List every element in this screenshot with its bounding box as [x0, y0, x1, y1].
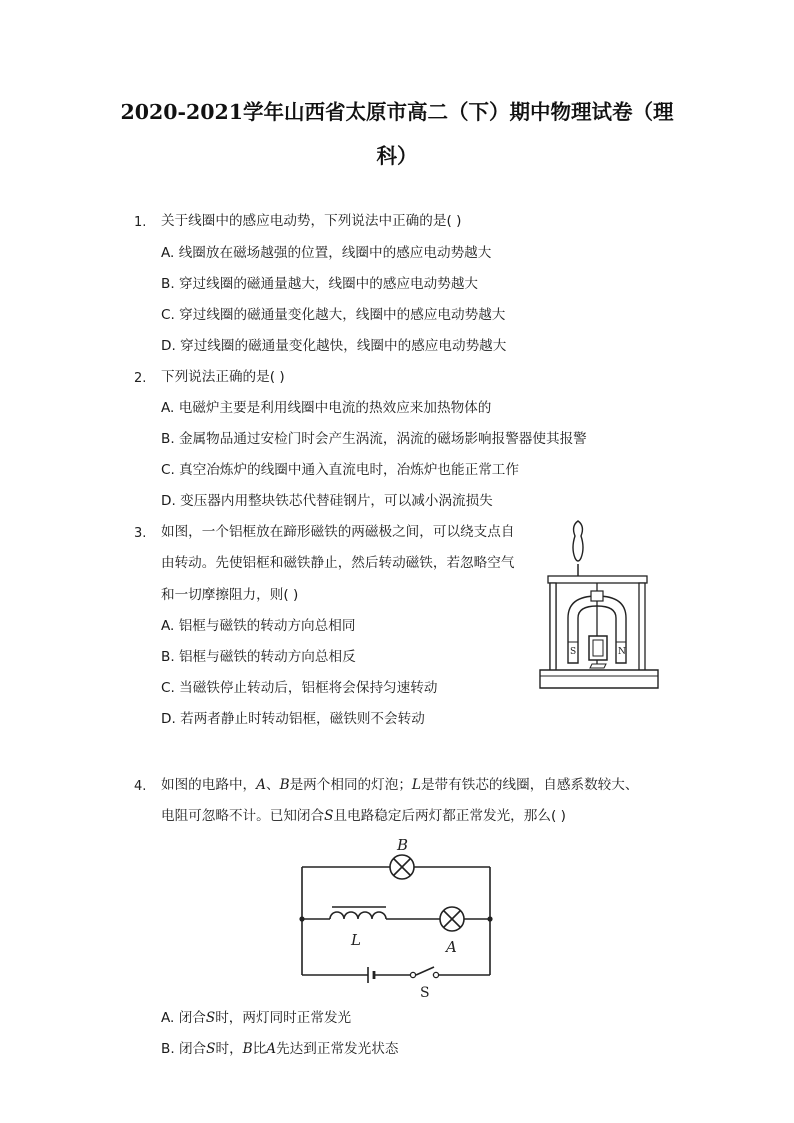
question-number: 1. — [134, 215, 147, 230]
pole-s-label: S — [570, 647, 577, 657]
question-stem-line-2: 由转动。先使铝框和磁铁静止，然后转动磁铁，若忽略空气 — [161, 555, 515, 571]
option-d: D. 穿过线圈的磁通量变化越快，线圈中的感应电动势越大 — [161, 338, 507, 354]
option-a: A. 铝框与磁铁的转动方向总相同 — [161, 618, 356, 634]
option-b: B. 金属物品通过安检门时会产生涡流，涡流的磁场影响报警器使其报警 — [161, 431, 587, 447]
lamp-a-label: A — [446, 938, 457, 956]
question-stem-line-1: 如图的电路中，A、B是两个相同的灯泡；L是带有铁芯的线圈，自感系数较大、 — [161, 777, 639, 793]
question-number: 2. — [134, 371, 147, 386]
option-c: C. 当磁铁停止转动后，铝框将会保持匀速转动 — [161, 680, 438, 696]
option-b: B. 闭合S时，B比A先达到正常发光状态 — [161, 1041, 399, 1057]
question-stem-line-3: 和一切摩擦阻力，则( ) — [161, 587, 299, 603]
exam-title-line-1: 2020-2021学年山西省太原市高二（下）期中物理试卷（理 — [120, 100, 674, 124]
option-d: D. 若两者静止时转动铝框，磁铁则不会转动 — [161, 711, 425, 727]
option-b: B. 穿过线圈的磁通量越大，线圈中的感应电动势越大 — [161, 276, 479, 292]
question-stem: 下列说法正确的是( ) — [161, 369, 285, 385]
option-a: A. 闭合S时，两灯同时正常发光 — [161, 1010, 352, 1026]
switch-s-label: S — [420, 985, 430, 1000]
question-stem-line-2: 电阻可忽略不计。已知闭合S且电路稳定后两灯都正常发光，那么( ) — [161, 808, 566, 824]
circuit-figure — [294, 834, 498, 1000]
question-number: 3. — [134, 526, 147, 541]
pole-n-label: N — [618, 647, 626, 657]
question-stem: 关于线圈中的感应电动势，下列说法中正确的是( ) — [161, 213, 462, 229]
magnet-frame-figure — [536, 518, 662, 704]
option-d: D. 变压器内用整块铁芯代替硅钢片，可以减小涡流损失 — [161, 493, 493, 509]
exam-title-line-2: 科） — [376, 144, 418, 168]
lamp-b-label: B — [397, 836, 409, 854]
inductor-l-label: L — [351, 931, 361, 949]
option-a: A. 线圈放在磁场越强的位置，线圈中的感应电动势越大 — [161, 245, 492, 261]
option-c: C. 穿过线圈的磁通量变化越大，线圈中的感应电动势越大 — [161, 307, 506, 323]
question-stem-line-1: 如图，一个铝框放在蹄形磁铁的两磁极之间，可以绕支点自 — [161, 524, 515, 540]
question-number: 4. — [134, 779, 147, 794]
option-a: A. 电磁炉主要是利用线圈中电流的热效应来加热物体的 — [161, 400, 492, 416]
option-c: C. 真空冶炼炉的线圈中通入直流电时，冶炼炉也能正常工作 — [161, 462, 519, 478]
option-b: B. 铝框与磁铁的转动方向总相反 — [161, 649, 356, 665]
